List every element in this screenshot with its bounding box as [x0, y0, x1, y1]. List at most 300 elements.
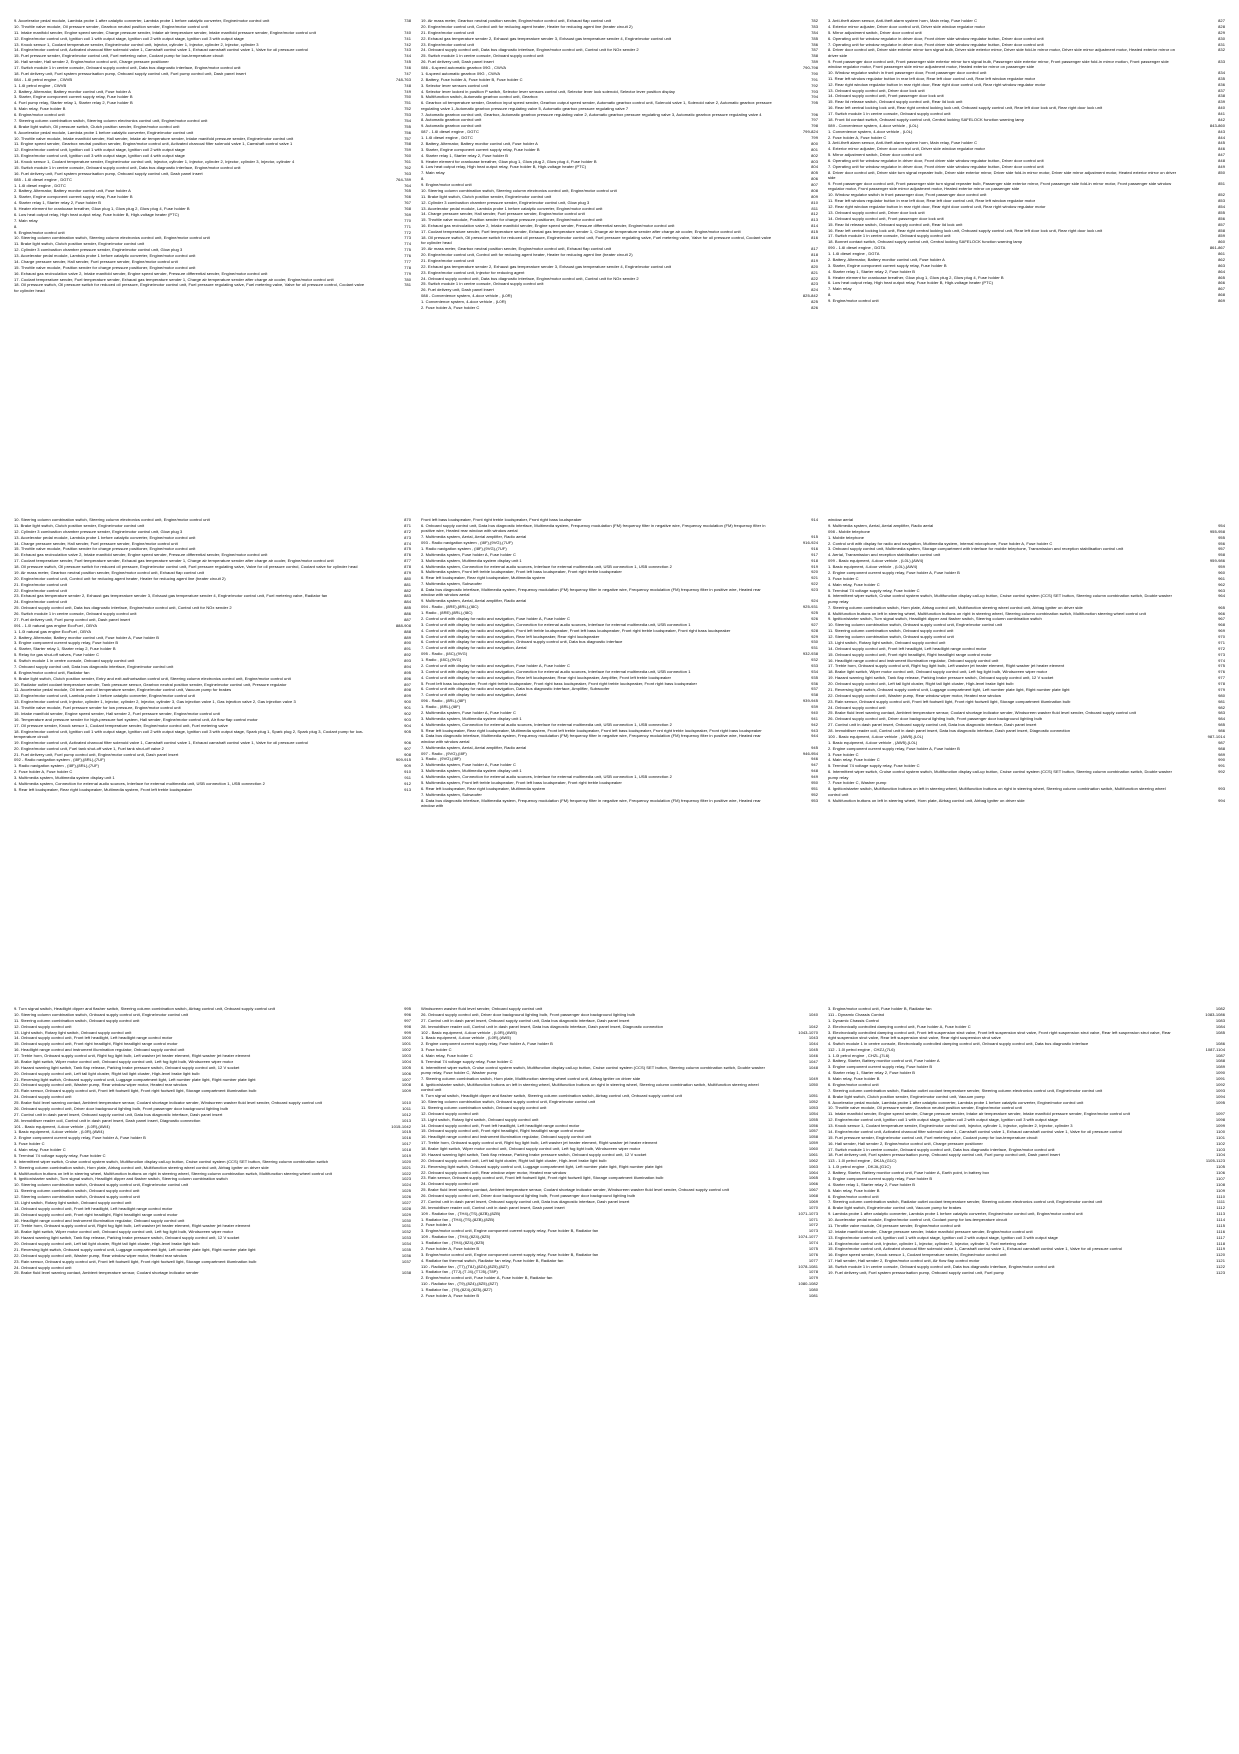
index-entry-page: 858	[1218, 227, 1225, 233]
index-entry-page: 760	[404, 153, 411, 159]
index-entry	[828, 558, 1225, 563]
index-entry-text: 18. Fuel delivery unit, Fuel system pressurisation pump, Onboard supply control unit, Fuel pump control unit, Dash panel insert	[14, 70, 246, 76]
index-entry	[828, 1030, 1225, 1041]
index-entry	[828, 1176, 1225, 1181]
index-entry-page: 998	[404, 1023, 411, 1029]
index-entry	[14, 523, 411, 528]
index-entry	[421, 42, 818, 47]
index-entry	[421, 1175, 818, 1180]
index-entry-page: 1103	[1216, 1146, 1225, 1152]
index-entry-text: 24. Onboard supply control unit	[421, 1181, 479, 1187]
index-entry-page: 1050	[808, 1081, 818, 1087]
index-entry	[828, 233, 1225, 238]
index-entry-page: 870	[404, 517, 411, 522]
index-entry	[421, 768, 818, 773]
index-entry	[14, 558, 411, 563]
index-entry-page: 1010	[401, 1100, 411, 1105]
index-entry-page: 936	[811, 680, 818, 686]
index-entry	[828, 123, 1225, 128]
index-entry	[421, 1111, 818, 1116]
index-entry-page: 1043-1070	[798, 1029, 818, 1035]
index-entry-page: 764	[404, 182, 411, 188]
index-entry-page: 1033	[401, 1235, 411, 1241]
index-entry-page: 830	[1218, 35, 1225, 41]
index-entry-text: 24. Onboard supply control unit, Data bus diagnostic interface, Engine/motor control unit, Control unit for NOx sender 2	[421, 275, 639, 281]
index-entry-page: 981	[1218, 698, 1225, 704]
index-entry-text: 1. Basic equipment, 4-door vehicle , (L0L),(AW4)	[828, 564, 918, 569]
index-entry	[14, 546, 411, 551]
index-entry-text: 18. Fuel delivery unit, Fuel system pressurisation pump, Onboard supply control unit, Fuel pump control unit, Dash panel insert	[828, 1152, 1060, 1158]
index-entry	[828, 1047, 1225, 1052]
index-entry	[828, 1246, 1225, 1251]
index-entry-page: 1074-1077	[798, 1234, 818, 1240]
index-entry	[14, 1118, 411, 1123]
index-entry-text: 6. Onboard supply control unit, Data bus diagnostic interface, Multimedia system, Frequency modulation (FM) frequency filter in negative wire, Frequency modulation (FM) frequency filter in positive wire, Heated rear window with window aerial	[421, 522, 766, 534]
index-entry-text: 21. Fuel delivery unit, Fuel pump control unit, Engine/motor control unit, Dash panel insert	[14, 751, 179, 757]
index-entry-page: 994	[1218, 797, 1225, 803]
index-entry-text: 4. Exterior mirror adjuster, Driver door control unit, Driver side window regulator motor	[828, 146, 985, 152]
index-entry	[828, 228, 1225, 233]
index-entry	[828, 263, 1225, 268]
index-entry-page: 1057	[808, 1128, 818, 1134]
index-entry-text: 20. Engine/motor control unit, Fuel tank shut-off valve 1, Fuel tank shut-off valve 2	[14, 745, 164, 751]
index-entry-page: 823	[811, 281, 818, 287]
index-entry-text: 2. Control unit with display for radio and navigation, Fuse holder A, Fuse holder C	[421, 662, 570, 668]
index-entry	[828, 1223, 1225, 1228]
index-entry	[421, 1047, 818, 1052]
index-entry-page: 926	[811, 615, 818, 621]
index-entry-text: 101 - Basic equipment, 4-door vehicle , (L0R),(AW4)	[14, 1123, 110, 1129]
index-entry-text: 11. Steering column combination switch, Onboard supply control unit	[421, 1104, 547, 1110]
index-entry-text: 6. Control unit with display for radio and navigation, Data bus diagnostic interface, Amplifier, Subwoofer	[421, 686, 610, 692]
index-entry-page: 795	[811, 100, 818, 106]
index-entry-page: 1015	[401, 1129, 411, 1135]
index-entry-text: 1. Convenience system, 4-door vehicle , (L0R)	[421, 299, 507, 304]
index-entry	[14, 664, 411, 669]
index-entry-page: 943	[811, 727, 818, 733]
index-entry-page: 1003	[401, 1053, 411, 1058]
index-entry	[421, 206, 818, 211]
index-entry	[421, 1164, 818, 1169]
index-entry-text: 8. Automatic gearbox control unit	[421, 117, 482, 123]
index-entry	[14, 763, 411, 768]
index-entry	[14, 1018, 411, 1023]
index-entry	[421, 1158, 818, 1163]
index-entry	[421, 83, 818, 88]
index-entry	[14, 130, 411, 135]
index-entry-page: 797	[811, 117, 818, 123]
index-entry-text: 12. Intake manifold sender, Charge pressure sender, Intake manifold pressure sender, Engine/motor control unit	[828, 1228, 1033, 1234]
index-entry-text: 16. Headlight range control and instrument illumination regulator, Onboard supply control unit	[421, 1134, 592, 1140]
index-entry	[421, 675, 818, 680]
index-entry-page: 905	[404, 728, 411, 734]
index-entry	[14, 752, 411, 757]
index-entry-text: 4. Fuel pump relay, Starter relay 1, Starter relay 2, Fuse holder B	[14, 100, 133, 106]
index-entry-text: 2. Battery, Alternator, Battery monitor control unit, Fuse holder A	[14, 88, 131, 94]
index-entry	[421, 258, 818, 263]
index-entry	[14, 18, 411, 23]
index-entry	[421, 552, 818, 557]
index-entry-page: 909	[404, 763, 411, 769]
index-entry	[421, 287, 818, 292]
index-entry-text: 27. Control unit in dash panel insert, Onboard supply control unit, Data bus diagnostic interface, Dash panel insert	[828, 722, 1037, 728]
index-entry-text: 16. Fuel delivery unit, Fuel system pressurisation pump, Onboard supply control unit, Dash panel insert	[14, 170, 203, 176]
index-entry-text: 4. Main relay, Fuse holder C	[828, 757, 880, 763]
index-entry	[14, 535, 411, 540]
index-entry-text: 6. Intermittent wiper switch, Cruise control system switch, Multifunction display call-up button, Cruise control system (CCS) SET button, Steering column combination switch, Double washer pump relay	[828, 593, 1172, 604]
index-entry-page: 1080	[808, 1287, 818, 1292]
index-entry	[828, 1194, 1225, 1199]
index-entry-page: 895	[404, 669, 411, 675]
index-entry	[14, 1065, 411, 1070]
index-entry	[14, 582, 411, 587]
index-entry-text: 17. Treble horn, Onboard supply control unit, Right fog light bulb, Left washer jet heater element, Right washer jet heater element	[14, 1053, 251, 1058]
index-entry	[421, 1134, 818, 1139]
index-entry-page: 869	[1218, 298, 1225, 303]
index-entry	[14, 1094, 411, 1099]
index-entry	[14, 676, 411, 681]
index-entry	[828, 593, 1225, 604]
index-entry-text: 3. Engine/motor control unit, Fuse holder B, Radiator fan	[828, 1006, 932, 1011]
index-entry	[828, 687, 1225, 692]
index-entry-page: 1058	[808, 1134, 818, 1140]
index-entry-text: 2. Electronically controlled damping control unit, Fuse holder A, Fuse holder C	[828, 1023, 971, 1029]
index-entry	[421, 305, 818, 310]
index-entry	[14, 188, 411, 193]
index-entry-page: 796	[811, 111, 818, 117]
index-entry	[828, 1205, 1225, 1210]
index-entry-text: 19. Hazard warning light switch, Tank flap release, Parking brake pressure switch, Onboard supply control unit, 12 V socket	[14, 1235, 240, 1241]
index-entry-text: 20. Onboard supply control unit, Left tail light cluster, Right tail light cluster, High-level brake light bulb	[421, 1157, 607, 1163]
index-entry-text: 094 - Radio , (8RE),(8RL),(I8C)	[421, 604, 479, 610]
index-entry-text: 6. Intermittent wiper switch, Cruise control system switch, Multifunction display call-up button, Cruise control system (CCS) SET button, Steering column combination switch	[14, 1158, 329, 1164]
index-entry-page: 840	[1218, 105, 1225, 111]
index-entry-text: 10. Accelerator pedal module, Engine/motor control unit, Coolant pump for low-temperature circuit	[828, 1217, 1007, 1222]
index-entry-page: 1028	[401, 1205, 411, 1211]
index-entry-page: 992	[1218, 769, 1225, 775]
index-entry-text: 16. Rear left central locking lock unit, Rear right central locking lock unit, Onboard supply control unit, Rear left door lock unit, Rear right door lock unit	[828, 227, 1103, 233]
index-entry	[828, 129, 1225, 134]
index-entry	[14, 640, 411, 645]
index-entry	[14, 94, 411, 99]
index-entry	[14, 141, 411, 146]
index-entry	[14, 658, 411, 663]
index-entry-text: 20. Engine/motor control unit, Control unit for reducing agent heater, Heater for reducing agent line (heater circuit 2)	[421, 252, 633, 257]
index-entry	[828, 746, 1225, 751]
index-entry-page: 955	[1218, 534, 1225, 540]
index-entry-text: 12. Steering column combination switch, Onboard supply control unit	[14, 1194, 140, 1199]
index-entry-text: 13. Light switch, Rotary light switch, Onboard supply control unit	[14, 1199, 132, 1205]
index-entry-text: 3. Multimedia system, Multimedia system display unit 1	[421, 715, 522, 721]
index-entry-page: 838	[1218, 93, 1225, 99]
index-entry-page: 825-842	[802, 293, 818, 299]
index-entry	[828, 93, 1225, 98]
index-entry-text: 17. Treble horn, Onboard supply control unit, Right fog light bulb, Left washer jet heater element, Right washer jet heater element	[828, 663, 1065, 669]
index-entry	[828, 529, 1225, 534]
index-entry-text: 11. Intake manifold sender, Engine speed sender, Charge pressure sender, Intake air temperature sender, Intake manifold pressure sender, Engine/motor control unit	[828, 1111, 1130, 1117]
index-entry	[421, 1205, 818, 1210]
index-entry	[828, 675, 1225, 680]
index-entry-text: 13. Engine/motor control unit, Ignition coil 3 with output stage, Ignition coil 4 with output stage	[14, 153, 185, 159]
index-entry-text: 1. Basic equipment, 4-door vehicle , (AW5),(L0L)	[828, 739, 918, 745]
index-entry-page: 889	[404, 634, 411, 640]
index-entry	[421, 1123, 818, 1128]
index-entry-text: 7. Steering column combination switch, Horn plate, Airbag control unit, Multifunction steering wheel control unit, Airbag igniter on driver side	[828, 604, 1083, 610]
index-entry-text: 6. Low heat output relay, High heat output relay, Fuse holder B, High-voltage heater (PTC)	[14, 211, 180, 217]
index-entry	[14, 1035, 411, 1040]
index-entry-page: 1042	[808, 1023, 818, 1029]
index-entry-page: 738	[404, 18, 411, 23]
index-entry	[828, 640, 1225, 645]
index-entry	[421, 616, 818, 621]
index-entry	[421, 523, 818, 534]
index-entry-page: 784	[811, 29, 818, 35]
index-entry	[14, 89, 411, 94]
index-entry	[421, 587, 818, 598]
index-entry	[14, 183, 411, 188]
index-entry	[14, 124, 411, 129]
index-entry	[421, 1012, 818, 1017]
index-entry-page: 764-789	[395, 176, 411, 182]
index-entry-text: 5. Multifunction switch, Automatic gearbox control unit, Gearbox	[421, 94, 538, 100]
index-entry-text: 3. Fuse holder C	[421, 1047, 452, 1053]
index-entry-text: 8. Driver door control unit, Driver side turn signal repeater bulb, Driver side exterior mirror, Driver side fold-in mirror motor, Driver side mirror adjustment motor, Heated exterior mirror on driver side	[828, 169, 1177, 181]
index-entry-text: 10. Steering column combination switch, Onboard supply control unit, Engine/motor control unit	[14, 1182, 189, 1188]
index-entry-text: 10. Steering column combination switch, Steering column electronics control unit, Engine/motor control unit	[14, 235, 210, 241]
index-entry	[421, 1117, 818, 1122]
index-entry-text: 5. Terminal 74 voltage supply relay, Fuse holder C	[828, 763, 920, 769]
index-entry-text: 9. Accelerator pedal module, Lambda probe 1 after catalytic converter, Lambda probe 1 before catalytic converter, Engine/motor control unit	[828, 1099, 1084, 1105]
index-entry-text: 16. Hall sender, Hall sender 2, Engine/motor control unit, Charge pressure positioner	[14, 59, 169, 65]
index-entry-page: 806	[811, 176, 818, 182]
index-entry-page: 837	[1218, 87, 1225, 93]
index-entry-text: 14. Onboard supply control unit, Front left headlight, Left headlight range control motor	[14, 1035, 173, 1041]
index-entry-text: 9. Multimedia system, Aerial, Aerial amplifier, Radio aerial	[828, 522, 934, 528]
index-entry-text: 095 - Radio , (I8C),(9VG)	[421, 651, 468, 657]
index-entry-text: 6. Gearbox oil temperature sender, Gearbox input speed sender, Gearbox output speed sender, Automatic gearbox control unit, Solenoid valve 1, Solenoid valve 2, Automatic gearbox pressure regulating valve 1, Automatic gearbox pressure regulating valve 5, Automatic gearbox pressure regulating valve 7	[421, 100, 772, 111]
index-entry-page: 1005	[401, 1064, 411, 1070]
index-entry-page: 1119	[1216, 1246, 1225, 1252]
index-entry-page: 1051	[808, 1093, 818, 1099]
index-entry-text: 14. Engine/motor control unit, Injector, cylinder 1, Injector, cylinder 2, Injector, cylinder 3, Fuel metering valve	[828, 1240, 1027, 1246]
index-entry	[14, 1112, 411, 1117]
index-entry	[421, 692, 818, 697]
index-entry-page: 1098	[1215, 1117, 1225, 1123]
index-entry-text: 14. Onboard supply control unit, Front left headlight, Left headlight range control motor	[828, 645, 987, 651]
index-entry-text: 21. Engine/motor control unit	[421, 29, 474, 35]
index-entry	[421, 24, 818, 29]
index-entry-text: 084 - 1.6l petrol engine , CWVB	[14, 76, 73, 82]
index-entry-text: 9. Ignition/starter switch, Turn signal switch, Headlight dipper and flasher switch, Steering column combination switch	[14, 1176, 228, 1182]
index-entry-page: 987-1014	[1207, 733, 1225, 739]
index-column	[421, 1006, 818, 1471]
index-entry	[828, 204, 1225, 209]
index-entry-page: 861-867	[1209, 245, 1225, 251]
index-entry	[421, 1264, 818, 1269]
index-entry	[14, 1047, 411, 1052]
index-entry-text: 19. Air mass meter, Gearbox neutral position sender, Engine/motor control unit, Exhaust flap control unit	[14, 569, 205, 575]
index-entry	[421, 100, 818, 111]
index-entry	[14, 247, 411, 252]
index-entry-text: 18. Brake light switch, Wiper motor control unit, Onboard supply control unit, Left fog light bulb, Windscreen wiper motor	[14, 1229, 234, 1235]
index-entry	[828, 298, 1225, 303]
index-entry-text: 12. Engine/motor control unit, Ignition coil 1 with output stage, Ignition coil 2 with output stage, Ignition coil 3 with output stage	[14, 35, 244, 41]
index-entry-page: 1036	[401, 1252, 411, 1258]
index-entry-text: 096 - Radio , (8RL),(I8F)	[421, 698, 467, 704]
index-entry-page: 1081	[808, 1292, 818, 1298]
index-entry-page: 965	[1218, 604, 1225, 610]
index-entry-page: 997	[404, 1017, 411, 1023]
index-entry	[421, 170, 818, 175]
index-entry-text: 2. Battery, Alternator, Battery monitor control unit, Fuse holder A	[421, 140, 538, 146]
index-entry-page: 767	[404, 200, 411, 206]
index-entry-page: 805	[811, 170, 818, 176]
index-entry	[828, 1147, 1225, 1152]
index-entry	[14, 1059, 411, 1064]
index-entry	[421, 733, 818, 744]
index-entry-text: 12. Engine/motor control unit, Lambda probe 1 before catalytic converter, Engine/motor control unit	[14, 693, 195, 699]
index-entry-text: 10. Radiator outlet coolant temperature sender, Tank pressure sensor, Gearbox neutral position sender, Engine/motor control unit, Pressure regulator	[14, 681, 287, 687]
index-entry	[828, 1135, 1225, 1140]
index-entry-page: 898	[404, 687, 411, 693]
index-entry	[828, 541, 1225, 546]
index-entry-page: 983	[1218, 710, 1225, 716]
index-entry-page: 818	[811, 252, 818, 257]
index-entry	[421, 200, 818, 205]
index-entry-text: 25. Brake fluid level warning contact, Ambient temperature sensor, Coolant shortage indicator sender	[14, 1270, 199, 1276]
index-entry-text: 1. Radiator fan , (T7J),(T J4),(T7J5),(T8P)	[421, 1269, 498, 1275]
index-entry	[14, 611, 411, 616]
index-entry-text: 3. Control unit with display for radio and navigation, Connection for external audio sources, Interface for external multimedia unit, USB connection 1	[421, 621, 691, 627]
index-entry-text: 13. Engine/motor control unit, Injector, cylinder 1, Injector, cylinder 2, Injector, cylinder 3, Gas injection valve 1, Gas injection valve 2, Gas injection valve 3	[14, 699, 296, 705]
index-entry	[14, 1159, 411, 1164]
index-entry	[828, 164, 1225, 169]
index-entry	[421, 792, 818, 797]
index-entry-page: 894	[404, 663, 411, 669]
index-entry-text: 8. Brake light switch, Clutch position sender, Engine/motor control unit, Vacuum pump	[828, 1093, 985, 1099]
index-entry-text: 4. Starter relay 1, Starter relay 2, Fuse holder B	[828, 1181, 916, 1187]
index-entry	[421, 1146, 818, 1151]
index-entry	[14, 588, 411, 593]
index-entry-text: 4. Control unit with display for radio and navigation, Front left treble loudspeaker, Front left bass loudspeaker, Front right treble loudspeaker, Front right bass loudspeaker	[421, 627, 731, 633]
index-entry-text: 10. Steering column combination switch, Steering column electronics control unit, Engine/motor control unit	[421, 187, 617, 193]
index-entry-page: 888	[404, 628, 411, 634]
index-column	[14, 1006, 411, 1471]
index-entry-text: 109 - Radiator fan , (TH4),(8Z4),(8Z5)	[421, 1234, 491, 1240]
index-entry	[828, 658, 1225, 663]
index-entry-text: 6. Engine/motor control unit	[14, 112, 65, 117]
index-entry-page: 1084	[1215, 1023, 1225, 1029]
index-entry-page: 1078-1081	[798, 1263, 818, 1269]
index-entry	[828, 570, 1225, 575]
index-entry-text: 24. Onboard supply control unit	[828, 704, 886, 710]
index-entry-text: 7. Operating unit for window regulator in driver door, Front driver side window regulator button, Driver door control unit	[828, 163, 1044, 169]
index-entry-page: 886	[404, 611, 411, 616]
index-entry-text: 085 - 1.6l diesel engine , DGTC	[14, 176, 72, 182]
index-entry	[421, 645, 818, 650]
index-entry	[421, 534, 818, 539]
index-entry	[14, 605, 411, 610]
index-entry-page: 1071-1073	[798, 1210, 818, 1216]
index-entry-page: 770	[404, 217, 411, 223]
index-entry	[828, 1235, 1225, 1240]
index-entry-page: 887	[404, 616, 411, 622]
index-entry-text: 5. Main relay, Fuse holder B	[828, 1076, 880, 1081]
index-entry	[14, 1030, 411, 1035]
index-entry-text: 8. Ignition/starter switch, Multifunction buttons on left in steering wheel, Multifunction buttons on right in steering wheel, Steering column combination switch, Multifunction steering wheel control unit	[421, 1081, 759, 1093]
index-entry-text: 27. Control unit in dash panel insert, Onboard supply control unit, Data bus diagnostic interface, Dash panel insert	[421, 1017, 630, 1023]
index-entry-text: 13. Accelerator pedal module, Lambda probe 1 before catalytic converter, Engine/motor control unit	[14, 253, 196, 258]
index-entry	[14, 781, 411, 786]
index-entry	[828, 716, 1225, 721]
index-entry-text: 11. Intake manifold sender, Engine speed sender, Charge pressure sender, Intake air temperature sender, Intake manifold pressure sender, Engine/motor control unit	[14, 29, 316, 35]
index-entry-page: 774	[404, 241, 411, 247]
index-entry-page: 963	[1218, 587, 1225, 593]
index-entry-page: 1021	[401, 1164, 411, 1170]
index-entry-page: 849	[1218, 163, 1225, 169]
index-entry	[828, 1012, 1225, 1017]
index-entry-page: 918	[811, 557, 818, 563]
index-entry	[14, 83, 411, 88]
index-entry-page: 827	[1218, 18, 1225, 23]
index-entry-page: 962	[1218, 581, 1225, 587]
index-entry	[14, 36, 411, 41]
index-entry	[14, 1171, 411, 1176]
index-entry-page: 1091	[1215, 1076, 1225, 1081]
index-entry-page: 946	[811, 756, 818, 762]
index-entry-text: 13. Onboard supply control unit, Driver door lock unit	[828, 209, 925, 215]
index-entry	[14, 112, 411, 117]
index-entry-text: 7. Steering column combination switch, Horn plate, Airbag control unit, Multifunction steering wheel control unit, Airbag igniter on driver side	[14, 1164, 269, 1170]
index-entry-page: 776	[404, 253, 411, 258]
index-entry-text: 25. Brake fluid level warning contact, Ambient temperature sensor, Coolant shortage indicator sender, Windscreen washer fluid level sender, Onboard supply control unit	[421, 1187, 729, 1193]
index-entry-page: 957	[1218, 546, 1225, 552]
index-entry-text: 23. Rain sensor, Onboard supply control unit, Front left footwell light, Front right footwell light, Storage compartment illumination bulb	[421, 1175, 664, 1181]
index-entry-text: 14. Onboard supply control unit, Front left headlight, Left headlight range control motor	[421, 1122, 580, 1128]
index-entry-text: 2. Fuse holder A, Fuse holder C	[828, 134, 887, 140]
index-entry-text: 4. Radiator fan thermal switch, Radiator fan relay, Fuse holder B, Radiator fan	[421, 1257, 564, 1263]
index-entry-page: 947	[811, 762, 818, 768]
index-entry	[828, 59, 1225, 70]
index-entry-text: 2. Engine component current supply relay, Fuse holder A, Fuse holder B	[421, 1041, 553, 1047]
index-entry	[421, 188, 818, 193]
index-entry-page: 1117	[1216, 1234, 1225, 1240]
index-entry-page: 780	[404, 276, 411, 282]
index-entry	[421, 147, 818, 152]
index-entry	[828, 1105, 1225, 1110]
index-entry	[421, 1053, 818, 1058]
index-entry	[14, 194, 411, 199]
index-entry-page: 798	[811, 123, 818, 129]
index-entry-page: 808	[811, 187, 818, 193]
index-entry-page: 1105	[1216, 1164, 1225, 1170]
index-entry	[828, 622, 1225, 627]
index-entry-page: 973	[1218, 651, 1225, 657]
index-entry-text: 2. Battery, Alternator, Battery monitor control unit, Fuse holder A, Fuse holder B	[14, 634, 159, 640]
index-entry	[828, 605, 1225, 610]
index-entry-page: 817	[811, 246, 818, 252]
index-entry-page: 1116	[1216, 1228, 1225, 1234]
index-entry-text: 18. Oil pressure switch, Oil pressure switch for reduced oil pressure, Engine/motor control unit, Fuel pressure regulating valve, Valve for oil pressure control, Coolant valve for cylinder head	[14, 564, 358, 569]
index-entry-page: 1087-1104	[1205, 1046, 1225, 1052]
index-entry-page: 821	[811, 269, 818, 275]
index-entry-text: 2. Engine component current supply relay, Fuse holder A, Fuse holder B	[828, 569, 960, 575]
index-entry-page: 779	[404, 270, 411, 276]
index-entry-page: 791	[811, 76, 818, 82]
index-entry	[14, 552, 411, 557]
index-entry-page: 1064	[808, 1169, 818, 1175]
index-entry-text: 14. Onboard supply control unit, Front passenger door lock unit	[828, 93, 944, 99]
